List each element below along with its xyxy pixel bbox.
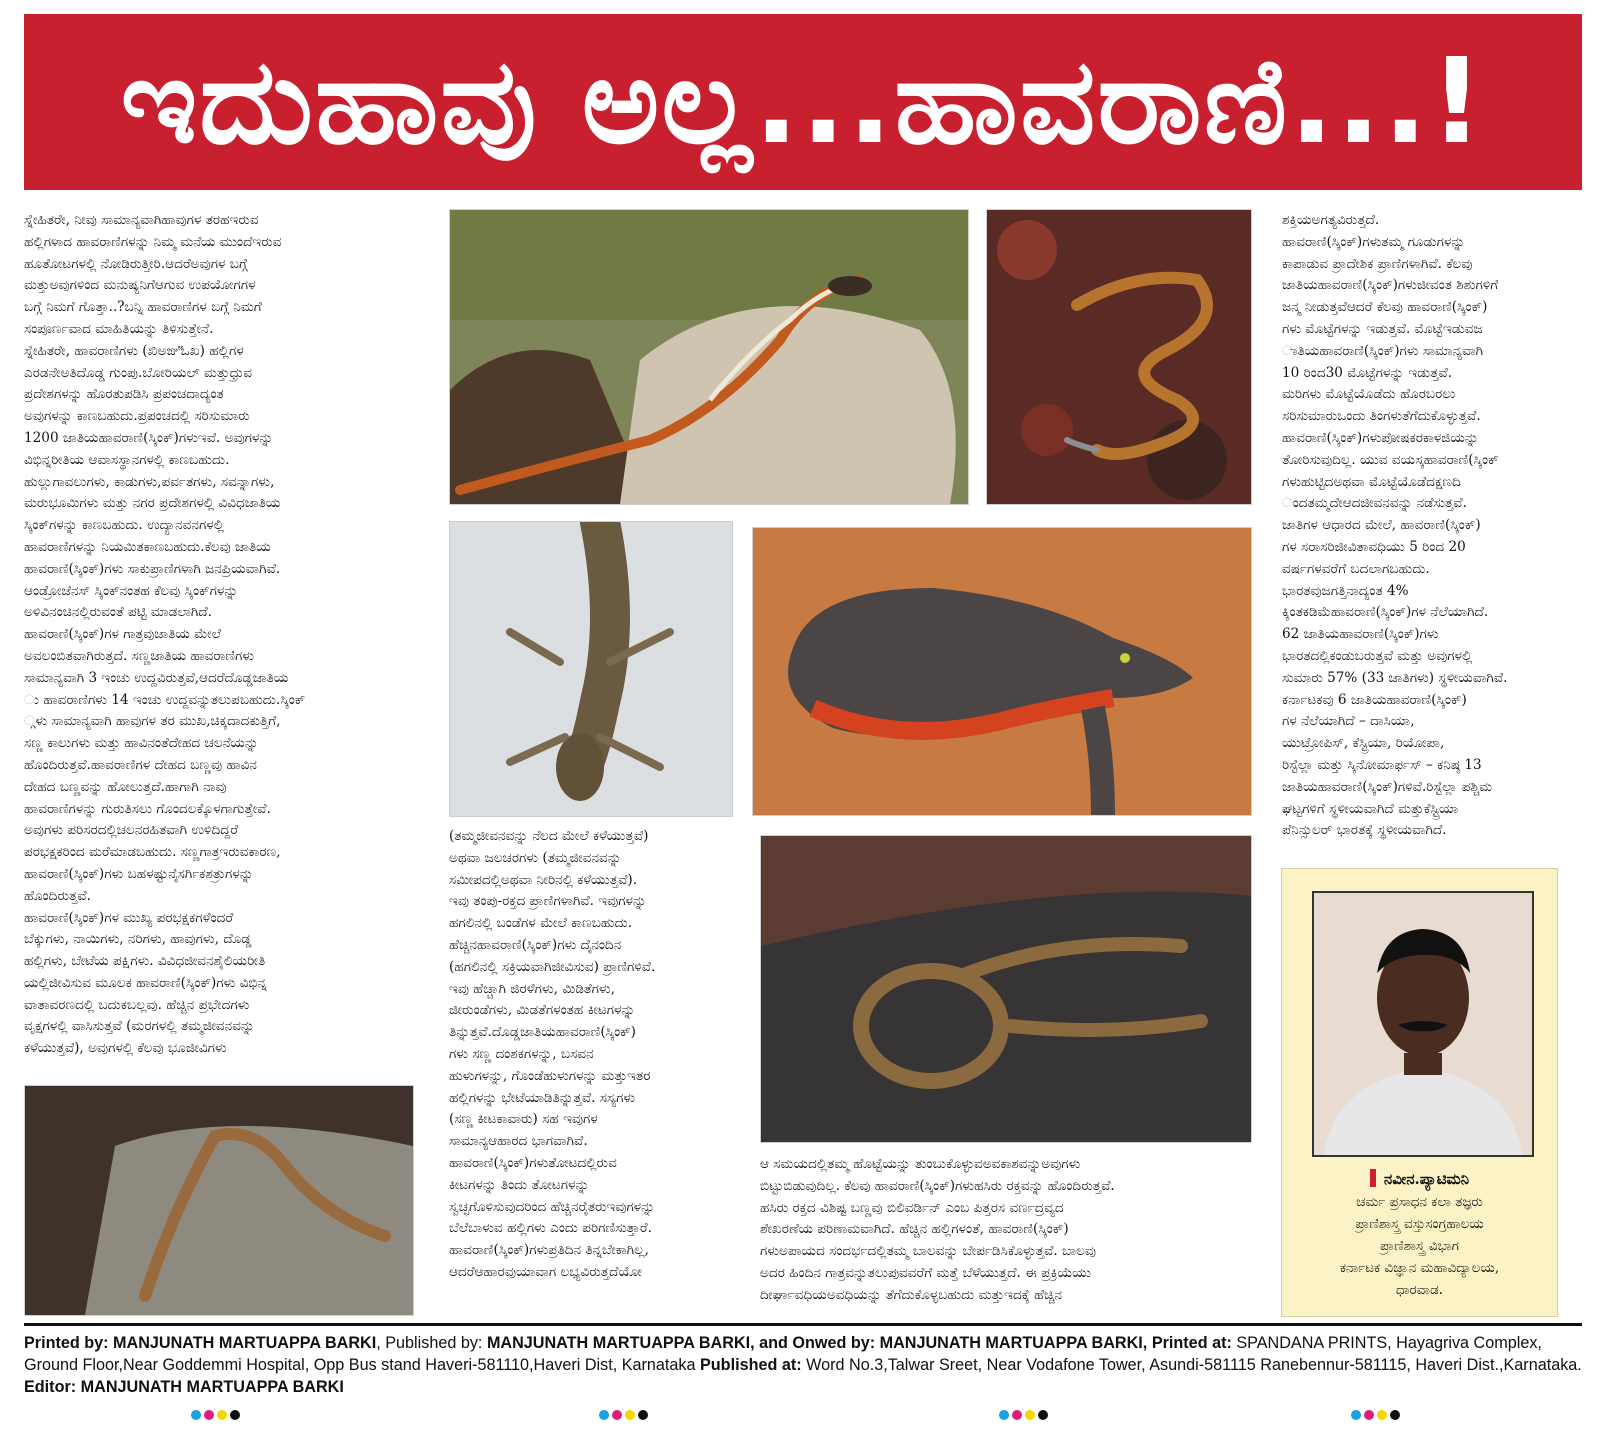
text-line: ಅವುಗಳು ಪರಿಸರದಲ್ಲಿಚಲನರಹಿತವಾಗಿ ಉಳಿದಿದ್ದರೆ — [24, 822, 238, 839]
text-line: ಕಾಪಾಡುವ ಪ್ರಾದೇಶಿಕ ಪ್ರಾಣಿಗಳಾಗಿವೆ. ಕೆಲವು — [1282, 255, 1473, 272]
column-3-text — [760, 1154, 1265, 1307]
text-line: (ತಮ್ಮಜೀವನವನ್ನು ನೆಲದ ಮೇಲೆ ಕಳೆಯುತ್ತವೆ) — [449, 828, 649, 844]
text-line: ಬಿಟ್ಟುಬಿಡುವುದಿಲ್ಲ. ಕೆಲವು ಹಾವರಾಣಿ(ಸ್ಕಿಂಕ್)ಗಳುಹಸಿರು ರಕ್ತವನ್ನು ಹೊಂದಿರುತ್ತವೆ. — [760, 1177, 1115, 1194]
text-line: ಗಳುಅಪಾಯದ ಸಂದರ್ಭದಲ್ಲಿತಮ್ಮ ಬಾಲವನ್ನು ಬೇರ್ಪಡಿಸಿಕೊಳ್ಳುತ್ತವೆ. ಬಾಲವು — [760, 1243, 1096, 1260]
text-line: ು ಹಾವರಾಣಿಗಳು 14 ಇಂಚು ಉದ್ದವನ್ನುತಲುಪಬಹುದು.ಸ್ಕಿಂಕ್ — [24, 691, 306, 708]
column-2-text — [449, 826, 739, 1284]
text-line: ಶಕ್ತಿಯಅಗತ್ಯವಿರುತ್ತದೆ. — [1282, 212, 1380, 228]
text-line: ಎರಡನೇಅತಿದೊಡ್ಡ ಗುಂಪು.ಬೋರಿಯಲ್ ಮತ್ತುಧ್ರುವ — [24, 364, 253, 381]
text-line: (ಹಗಲಿನಲ್ಲಿ ಸಕ್ರಿಯವಾಗಿಜೀವಿಸುವ) ಪ್ರಾಣಿಗಳಿವೆ. — [449, 958, 656, 975]
registration-marks-1 — [191, 1410, 240, 1420]
column-1-text — [24, 210, 424, 1060]
text-line: ಹಾವರಾಣಿ(ಸ್ಕಿಂಕ್)ಗಳುತಮ್ಮ ಗೂಡುಗಳನ್ನು — [1282, 233, 1466, 250]
text-line: ಇವು ತಂಪು-ರಕ್ತದ ಪ್ರಾಣಿಗಳಾಗಿವೆ. ಇವುಗಳನ್ನು — [449, 893, 647, 910]
text-line: ಹಲ್ಲಿಗಳಾದ ಹಾವರಾಣಿಗಳನ್ನು ನಿಮ್ಮ ಮನೆಯ ಮುಂದೆಇರುವ — [24, 233, 282, 250]
text-line: ಯಲ್ಲಿಜೀವಿಸುವ ಮೂಲಕ ಹಾವರಾಣಿ(ಸ್ಕಿಂಕ್)ಗಳು ವಿಭಿನ್ನ — [24, 974, 267, 991]
registration-dot — [1351, 1410, 1361, 1420]
text-line: ಜಾತಿಗಳ ಆಧಾರದ ಮೇಲೆ, ಹಾವರಾಣಿ(ಸ್ಕಿಂಕ್) — [1282, 517, 1481, 534]
photo-skink-top-view — [449, 521, 733, 817]
registration-dot — [599, 1410, 609, 1420]
text-line: ಹೂತೋಟಗಳಲ್ಲಿ ನೋಡಿರುತ್ತೀರಿ.ಆದರೆಅವುಗಳ ಬಗ್ಗೆ — [24, 255, 248, 272]
registration-marks-3 — [999, 1410, 1048, 1420]
text-line: ಕಳೆಯುತ್ತವೆ), ಅವುಗಳಲ್ಲಿ ಕೆಲವು ಭೂಜೀವಿಗಳು — [24, 1040, 227, 1057]
text-line: ಆ ಸಮಯದಲ್ಲಿತಮ್ಮ ಹೊಟ್ಟೆಯನ್ನು ತುಂಬುಕೊಳ್ಳುವಅವಕಾಶವನ್ನುಅವುಗಳು — [760, 1156, 1081, 1172]
author-box — [1281, 868, 1558, 1317]
headline-banner — [24, 14, 1582, 190]
text-line: ವಿಭಿನ್ನರೀತಿಯ ಆವಾಸಸ್ಥಾನಗಳಲ್ಲಿ ಕಾಣಬಹುದು. — [24, 451, 230, 468]
text-line: ಹಾವರಾಣಿ(ಸ್ಕಿಂಕ್)ಗಳ ಗಾತ್ರವುಜಾತಿಯ ಮೇಲೆ — [24, 626, 222, 643]
article-column-4 — [1282, 210, 1582, 860]
text-line: ಹಾವರಾಣಿ(ಸ್ಕಿಂಕ್)ಗಳು ಸಾಕುಪ್ರಾಣಿಗಳಾಗಿ ಜನಪ್ರಿಯವಾಗಿವೆ. — [24, 560, 281, 577]
registration-dot — [204, 1410, 214, 1420]
registration-dot — [1025, 1410, 1035, 1420]
headline: ಇದುಹಾವು ಅಲ್ಲ...ಹಾವರಾಣಿ...! — [120, 32, 1486, 170]
registration-dot — [1364, 1410, 1374, 1420]
text-line: ಕರ್ನಾಟಕ ವಿಜ್ಞಾನ ಮಹಾವಿದ್ಯಾಲಯ, — [1339, 1260, 1500, 1276]
article-column-3 — [760, 1154, 1265, 1314]
text-line: ಜನ್ಮ ನೀಡುತ್ತವೆಆದರೆ ಕೆಲವು ಹಾವರಾಣಿ(ಸ್ಕಿಂಕ್) — [1282, 299, 1488, 316]
photo-orange-bellied-skink — [752, 527, 1252, 816]
text-line: ಹೆಚ್ಚಿನಹಾವರಾಣಿ(ಸ್ಕಿಂಕ್)ಗಳು ದೈನಂದಿನ — [449, 936, 622, 953]
text-line: ಘಟ್ಟಗಳಿಗೆ ಸ್ಥಳೀಯವಾಗಿದೆ ಮತ್ತುಕೆಸ್ಟ್ರಿಯಾ — [1282, 800, 1459, 817]
text-line: ಸ್ವಚ್ಛಗೊಳಿಸುವುದರಿಂದ ಹೆಚ್ಚಿನರೈತರುಇವುಗಳನ್ನು — [449, 1198, 655, 1215]
text-line: ಜೀರುಂಡೆಗಳು, ಮಿಡತೆಗಳಂತಹ ಕೀಟಗಳನ್ನು — [449, 1002, 636, 1019]
text-line: ಹಲ್ಲಿಗಳು, ಬೇಟೆಯ ಪಕ್ಷಿಗಳು. ವಿವಿಧಜೀವನಶೈಲಿಯರೀತಿ — [24, 953, 266, 970]
text-line: ಅದರ ಹಿಂದಿನ ಗಾತ್ರವನ್ನುತಲುಪುವವರೆಗೆ ಮತ್ತೆ ಬೆಳೆಯುತ್ತದೆ. ಈ ಪ್ರಕ್ರಿಯೆಯು — [760, 1264, 1092, 1281]
text-line: ಅಥವಾ ಜಲಚರಗಳು (ತಮ್ಮಜೀವನವನ್ನು — [449, 849, 622, 866]
registration-dot — [625, 1410, 635, 1420]
text-line: ಂದತಮ್ಮದೇಆದಜೀವನವನ್ನು ನಡೆಸುತ್ತವೆ. — [1282, 495, 1467, 512]
text-line: ಸಾಮಾನ್ಯವಾಗಿ 3 ಇಂಚು ಉದ್ದವಿರುತ್ತವೆ,ಆದರೆದೊಡ್ಡಜಾತಿಯ — [24, 669, 289, 686]
text-line: ರಿಸ್ಟೆಲ್ಲಾ ಮತ್ತು ಸ್ಕಿನೋಮಾರ್ಫಸ್ – ಕನಿಷ್ಠ 13 — [1282, 756, 1482, 773]
text-line: ಭಾರತದಲ್ಲಿಕಂಡುಬರುತ್ತವೆ ಮತ್ತು ಅವುಗಳಲ್ಲಿ — [1282, 647, 1473, 664]
text-line: ಗಳು ಮೊಟ್ಟೆಗಳನ್ನು ಇಡುತ್ತವೆ. ಮೊಟ್ಟೆಇಡುವಜ — [1282, 320, 1483, 337]
article-column-2 — [449, 826, 739, 1304]
text-line: ಸಮೀಪದಲ್ಲಿಅಥವಾ ನೀರಿನಲ್ಲಿ ಕಳೆಯುತ್ತವೆ). — [449, 871, 638, 888]
text-line: ಶೇಖರಣೆಯ ಪರಿಣಾಮವಾಗಿದೆ. ಹೆಚ್ಚಿನ ಹಲ್ಲಿಗಳಂತೆ, ಹಾವರಾಣಿ(ಸ್ಕಿಂಕ್) — [760, 1221, 1069, 1238]
text-line: ಸರಿಸುಮಾರುಒಂದು ತಿಂಗಳುತೆಗೆದುಕೊಳ್ಳುತ್ತವೆ. — [1282, 408, 1481, 425]
registration-marks-4 — [1351, 1410, 1400, 1420]
registration-marks-2 — [599, 1410, 648, 1420]
text-line: ಅವುಗಳನ್ನು ಕಾಣಬಹುದು.ಪ್ರಪಂಚದಲ್ಲಿ ಸರಿಸುಮಾರು — [24, 408, 250, 425]
text-line: ಇವು ಹೆಚ್ಚಾಗಿ ಜಿರಳೆಗಳು, ಮಿಡಿತೆಗಳು, — [449, 980, 616, 997]
text-line: ಸಾಮಾನ್ಯಆಹಾರದ ಭಾಗವಾಗಿವೆ. — [449, 1133, 588, 1150]
text-line: ಾತಿಯಹಾವರಾಣಿ(ಸ್ಕಿಂಕ್)ಗಳು ಸಾಮಾನ್ಯವಾಗಿ — [1282, 342, 1484, 359]
photo-skink-on-bark — [24, 1085, 414, 1316]
text-line: ಪ್ರಾಣಿಶಾಸ್ತ್ರ ವಸ್ತುಸಂಗ್ರಹಾಲಯ — [1355, 1216, 1484, 1232]
text-line: ಸಣ್ಣ ಕಾಲುಗಳು ಮತ್ತು ಹಾವಿನಂತೆದೇಹದ ಚಲನೆಯನ್ನು — [24, 735, 259, 752]
text-line: ಹಗಲಿನಲ್ಲಿ ಬಂಡೆಗಳ ಮೇಲೆ ಕಾಣಬಹುದು. — [449, 915, 633, 932]
text-line: ಹಲ್ಲಿಗಳನ್ನು ಭೇಟೆಯಾಡಿತಿನ್ನುತ್ತವೆ. ಸಸ್ಯಗಳು — [449, 1089, 636, 1106]
photo-skink-on-dark-rock — [760, 835, 1252, 1143]
text-line: ಹಾವರಾಣಿ(ಸ್ಕಿಂಕ್)ಗಳ ಮುಖ್ಯ ಪರಭಕ್ಷಕಗಳೆಂದರೆ — [24, 909, 234, 926]
text-line: ಬೆಲೆಬಾಳುವ ಹಲ್ಲಿಗಳು ಎಂದು ಪರಿಗಣಿಸುತ್ತಾರೆ. — [449, 1220, 652, 1237]
text-line: 1200 ಜಾತಿಯಹಾವರಾಣಿ(ಸ್ಕಿಂಕ್)ಗಳುಇವೆ. ಅವುಗಳನ್ನು — [24, 429, 274, 446]
text-line: (ಸಣ್ಣ ಕೀಟಕಾವಾರು) ಸಹ ಇವುಗಳ — [449, 1111, 598, 1128]
text-line: ಭಾರತವುಜಗತ್ತಿನಾದ್ಯಂತ 4% — [1282, 582, 1409, 599]
text-line: ಆಂಡ್ರೋಜೆನಸ್ ಸ್ಕಿಂಕ್‌ನಂತಹ ಕೆಲವು ಸ್ಕಿಂಕ್‌ಗಳನ್ನು — [24, 582, 239, 599]
registration-dot — [230, 1410, 240, 1420]
footer-rule — [24, 1323, 1582, 1326]
author-portrait — [1312, 891, 1534, 1157]
registration-dot — [1390, 1410, 1400, 1420]
text-line: ತಿನ್ನುತ್ತವೆ.ದೊಡ್ಡಜಾತಿಯಹಾವರಾಣಿ(ಸ್ಕಿಂಕ್) — [449, 1024, 636, 1041]
text-line: ಹಾವರಾಣಿಗಳನ್ನು ಗುರುತಿಸಲು ಗೊಂದಲಕ್ಕೊಳಗಾಗುತ್ತೇವೆ. — [24, 800, 271, 817]
imprint-footer: Printed by: MANJUNATH MARTUAPPA BARKI, Published by: MANJUNATH MARTUAPPA BARKI, and Onwed by: MANJUNATH MARTUAPPA BARKI, Printed at: SPANDANA PRINTS, Hayagriva Complex, Ground Floor,Near Goddemmi Hospital, Opp Bus stand Haveri-581110,Haveri Dist, Karnataka Published at: Word No.3,Talwar Sreet, Near Vodafone Tower, Asundi-581115 Ranebennur-581115, Haveri Dist.,Karnataka. Editor: MANJUNATH MARTUAPPA BARKI — [24, 1334, 1582, 1396]
text-line: ಮರುಭೂಮಿಗಳು ಮತ್ತು ನಗರ ಪ್ರದೇಶಗಳಲ್ಲಿ ವಿವಿಧಜಾತಿಯ — [24, 495, 281, 512]
text-line: ಕ್ಕಿಂತಕಡಿಮೆಹಾವರಾಣಿ(ಸ್ಕಿಂಕ್)ಗಳ ನೆಲೆಯಾಗಿದೆ. — [1282, 604, 1489, 621]
text-line: ಜಾತಿಯಹಾವರಾಣಿ(ಸ್ಕಿಂಕ್)ಗಳಿವೆ.ರಿಸ್ಟೆಲ್ಲಾ ಪಶ್ಚಿಮ — [1282, 778, 1493, 795]
text-line: ಅಳಿವಿನಂಚಿನಲ್ಲಿರುವಂತೆ ಪಟ್ಟಿ ಮಾಡಲಾಗಿದೆ. — [24, 604, 212, 621]
author-marker — [1370, 1169, 1376, 1187]
text-line: ಸುಮಾರು 57% (33 ಜಾತಿಗಳು) ಸ್ಥಳೀಯವಾಗಿವೆ. — [1282, 669, 1508, 686]
registration-dot — [1012, 1410, 1022, 1420]
text-line: ಗಳ ಸರಾಸರಿಜೀವಿತಾವಧಿಯು 5 ರಿಂದ 20 — [1282, 538, 1466, 555]
text-line: ವರ್ಷಗಳವರೆಗೆ ಬದಲಾಗಬಹುದು. — [1282, 560, 1430, 577]
text-line: ಕೀಟಗಳನ್ನು ತಿಂದು ತೋಟಗಳನ್ನು — [449, 1176, 590, 1193]
text-line: ಮರಿಗಳು ಮೊಟ್ಟೆಯೊಡೆದು ಹೊರಬರಲು — [1282, 386, 1456, 403]
text-line: ಯುಟ್ರೋಪಿಸ್, ಕೆಸ್ಟ್ರಿಯಾ, ರಿಯೋಪಾ, — [1282, 735, 1445, 752]
text-line: ಗಳುಹುಟ್ಟಿದಅಥವಾ ಮೊಟ್ಟೆಯೊಡೆದಕ್ಷಣದಿ — [1282, 473, 1461, 490]
text-line: ಪೆನಿನ್ಸುಲರ್ ಭಾರತಕ್ಕೆ ಸ್ಥಳೀಯವಾಗಿದೆ. — [1282, 822, 1447, 839]
text-line: ಹೊಂದಿರುತ್ತವೆ.ಹಾವರಾಣಿಗಳ ದೇಹದ ಬಣ್ಣವು ಹಾವಿನ — [24, 756, 257, 773]
text-line: ಆದರೆಆಹಾರವುಯಾವಾಗ ಲಭ್ಯವಿರುತ್ತದೆಯೋ — [449, 1263, 642, 1280]
column-4-text — [1282, 210, 1582, 842]
text-line: ಹಾವರಾಣಿ(ಸ್ಕಿಂಕ್)ಗಳುತೋಟದಲ್ಲಿರುವ — [449, 1154, 617, 1171]
text-line: 62 ಜಾತಿಯಹಾವರಾಣಿ(ಸ್ಕಿಂಕ್)ಗಳು — [1282, 626, 1439, 643]
text-line: ಪ್ರದೇಶಗಳನ್ನು ಹೊರತುಪಡಿಸಿ ಪ್ರಪಂಚದಾದ್ಯಂತ — [24, 386, 224, 403]
text-line: ಅವಲಂಬಿತವಾಗಿರುತ್ತದೆ. ಸಣ್ಣಜಾತಿಯ ಹಾವರಾಣಿಗಳು — [24, 647, 255, 664]
text-line: 10 ರಿಂದ30 ಮೊಟ್ಟೆಗಳನ್ನು ಇಡುತ್ತವೆ. — [1282, 364, 1453, 381]
text-line: ತೋರಿಸುವುದಿಲ್ಲ. ಯುವ ವಯಸ್ಕಹಾವರಾಣಿ(ಸ್ಕಿಂಕ್ — [1282, 451, 1499, 468]
text-line: ಪರಭಕ್ಷಕರಿಂದ ಮರೆಮಾಡಬಹುದು. ಸಣ್ಣಗಾತ್ರಇರುವಕಾರಣ, — [24, 844, 281, 861]
text-line: ಹಸಿರು ರಕ್ತದ ವಿಶಿಷ್ಟ ಬಣ್ಣವು ಬಿಲಿವರ್ಡಿನ್ ಎಂಬ ಪಿತ್ತರಸ ವರ್ಣದ್ರವ್ಯದ — [760, 1199, 1064, 1216]
author-name: ನವೀನ.ಪ್ಯಾಟಿಮನಿ — [1282, 1169, 1557, 1188]
text-line: ಸ್ಕಿಂಕ್‌ಗಳನ್ನು ಕಾಣಬಹುದು. ಉದ್ಯಾನವನಗಳಲ್ಲಿ — [24, 517, 224, 534]
text-line: ಬಗ್ಗೆ ನಿಮಗೆ ಗೊತ್ತಾ..?ಬನ್ನಿ ಹಾವರಾಣಿಗಳ ಬಗ್ಗೆ ನಿಮಗೆ — [24, 299, 262, 316]
text-line: ಹುಳುಗಳನ್ನು, ಗೊಂಡೆಹುಳುಗಳನ್ನು ಮತ್ತುಇತರ — [449, 1067, 651, 1084]
text-line: ವಾತಾವರಣದಲ್ಲಿ ಬದುಕಬಲ್ಲವು. ಹೆಚ್ಚಿನ ಪ್ರಭೇದಗಳು — [24, 996, 250, 1013]
text-line: ಧಾರವಾಡ. — [1396, 1282, 1443, 1298]
registration-dot — [217, 1410, 227, 1420]
text-line: ದೇಹದ ಬಣ್ಣವನ್ನು ಹೋಲುತ್ತದೆ.ಹಾಗಾಗಿ ನಾವು — [24, 778, 227, 795]
author-designation — [1282, 1191, 1557, 1301]
text-line: ಮತ್ತುಅವುಗಳಿಂದ ಮನುಷ್ಯನಿಗೆಆಗುವ ಉಪಯೋಗಗಳ — [24, 277, 256, 294]
registration-dot — [999, 1410, 1009, 1420]
registration-dot — [191, 1410, 201, 1420]
text-line: ಪ್ರಾಣಿಶಾಸ್ತ್ರ ವಿಭಾಗ — [1380, 1238, 1459, 1254]
text-line: ್ಗಳು ಸಾಮಾನ್ಯವಾಗಿ ಹಾವುಗಳ ತರ ಮುಖ,ಚಿಕ್ಕದಾದಕುತ್ತಿಗೆ, — [24, 713, 281, 730]
registration-dot — [1377, 1410, 1387, 1420]
text-line: ಹಾವರಾಣಿ(ಸ್ಕಿಂಕ್)ಗಳುಪೋಷಕರಕಾಳಜಿಯನ್ನು — [1282, 429, 1479, 446]
text-line: ಕರ್ನಾಟಕವು 6 ಜಾತಿಯಹಾವರಾಣಿ(ಸ್ಕಿಂಕ್) — [1282, 691, 1467, 708]
text-line: ವೃಕ್ಷಗಳಲ್ಲಿ ವಾಸಿಸುತ್ತವೆ (ಮರಗಳಲ್ಲಿ ತಮ್ಮಜೀವನವನ್ನು — [24, 1018, 255, 1035]
photo-striped-skink-on-rock — [449, 209, 969, 505]
registration-dot — [1038, 1410, 1048, 1420]
photo-coiled-skink-red-soil — [986, 209, 1252, 505]
text-line: ಸ್ನೇಹಿತರೇ, ಹಾವರಾಣಿಗಳು (ಖಿಅಙಿಓಖ) ಹಲ್ಲಿಗಳ — [24, 342, 244, 359]
text-line: ಸಂಪೂರ್ಣವಾದ ಮಾಹಿತಿಯನ್ನು ತಿಳಿಸುತ್ತೇನೆ. — [24, 320, 214, 337]
text-line: ಹೊಂದಿರುತ್ತವೆ. — [24, 887, 91, 904]
text-line: ದೀರ್ಘಾವಧಿಯಅವಧಿಯನ್ನು ತೆಗೆದುಕೊಳ್ಳಬಹುದು ಮತ್ತುಇದಕ್ಕೆ ಹೆಚ್ಚಿನ — [760, 1286, 1063, 1303]
text-line: ಚರ್ಮ ಪ್ರಸಾಧನ ಕಲಾ ತಜ್ಞರು — [1356, 1194, 1483, 1210]
text-line: ಸ್ನೇಹಿತರೇ, ನೀವು ಸಾಮಾನ್ಯವಾಗಿಹಾವುಗಳ ತರಹಇರುವ — [24, 212, 259, 228]
text-line: ಗಳ ನೆಲೆಯಾಗಿದೆ – ದಾಸಿಯಾ, — [1282, 713, 1415, 730]
text-line: ಹಾವರಾಣಿ(ಸ್ಕಿಂಕ್)ಗಳುಪ್ರತಿದಿನ ತಿನ್ನಬೇಕಾಗಿಲ್ಲ, — [449, 1242, 649, 1259]
article-column-1 — [24, 210, 424, 1070]
text-line: ಜಾತಿಯಹಾವರಾಣಿ(ಸ್ಕಿಂಕ್)ಗಳುಜೀವಂತ ಶಿಶುಗಳಿಗೆ — [1282, 277, 1499, 294]
text-line: ಗಳು ಸಣ್ಣ ದಂಶಕಗಳನ್ನು, ಬಸವನ — [449, 1045, 594, 1062]
registration-dot — [612, 1410, 622, 1420]
text-line: ಬೆಕ್ಕುಗಳು, ನಾಯಿಗಳು, ನರಿಗಳು, ಹಾವುಗಳು, ದೊಡ್ಡ — [24, 931, 252, 948]
text-line: ಹುಲ್ಲುಗಾವಲುಗಳು, ಕಾಡುಗಳು,ಪರ್ವತಗಳು, ಸವನ್ನಾಗಳು, — [24, 473, 275, 490]
registration-dot — [638, 1410, 648, 1420]
text-line: ಹಾವರಾಣಿ(ಸ್ಕಿಂಕ್)ಗಳು ಬಹಳಷ್ಟುನೈಸರ್ಗಿಕಶತ್ರುಗಳನ್ನು — [24, 865, 254, 882]
text-line: ಹಾವರಾಣಿಗಳನ್ನು ನಿಯಮಿತಕಾಣಬಹುದು.ಕೆಲವು ಜಾತಿಯ — [24, 538, 271, 555]
